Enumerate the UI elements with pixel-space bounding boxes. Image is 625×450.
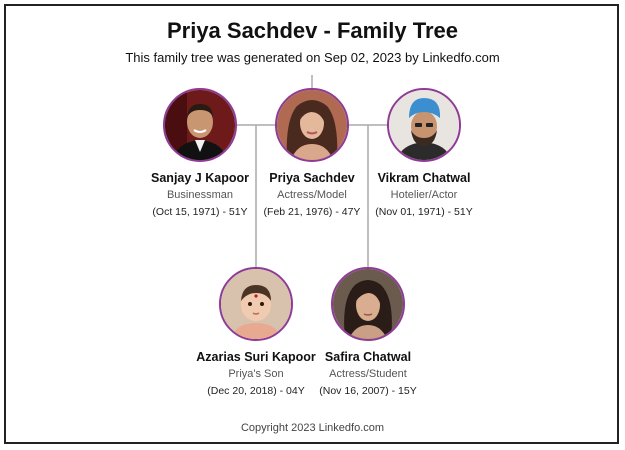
- person-role: Hotelier/Actor: [390, 189, 458, 201]
- person-name[interactable]: Sanjay J Kapoor: [151, 171, 249, 185]
- person-role: Actress/Model: [277, 189, 347, 201]
- person-role: Actress/Student: [329, 368, 407, 380]
- person-role: Businessman: [166, 189, 234, 201]
- person-card-safira: [298, 349, 438, 399]
- person-name[interactable]: Safira Chatwal: [324, 350, 412, 364]
- page-subtitle: This family tree was generated on Sep 02, 2023 by Linkedfo.com: [125, 50, 500, 65]
- person-dates: (Nov 01, 1971) - 51Y: [375, 206, 473, 218]
- page-title: Priya Sachdev - Family Tree: [166, 18, 459, 43]
- man-portrait-icon[interactable]: [163, 88, 237, 162]
- person-dates: (Oct 15, 1971) - 51Y: [152, 206, 248, 218]
- person-name[interactable]: Vikram Chatwal: [377, 171, 471, 185]
- person-dates: (Feb 21, 1976) - 47Y: [263, 206, 361, 218]
- person-name[interactable]: Azarias Suri Kapoor: [196, 350, 316, 364]
- person-role: Priya's Son: [228, 368, 284, 380]
- person-card-vikram: [354, 170, 494, 220]
- turbaned-man-portrait-icon[interactable]: [387, 88, 461, 162]
- woman-portrait-icon[interactable]: [275, 88, 349, 162]
- person-dates: (Dec 20, 2018) - 04Y: [207, 385, 305, 397]
- person-dates: (Nov 16, 2007) - 15Y: [319, 385, 417, 397]
- copyright-footer: Copyright 2023 Linkedfo.com: [240, 422, 385, 434]
- child-portrait-icon[interactable]: [219, 267, 293, 341]
- person-name[interactable]: Priya Sachdev: [269, 171, 355, 185]
- girl-portrait-icon[interactable]: [331, 267, 405, 341]
